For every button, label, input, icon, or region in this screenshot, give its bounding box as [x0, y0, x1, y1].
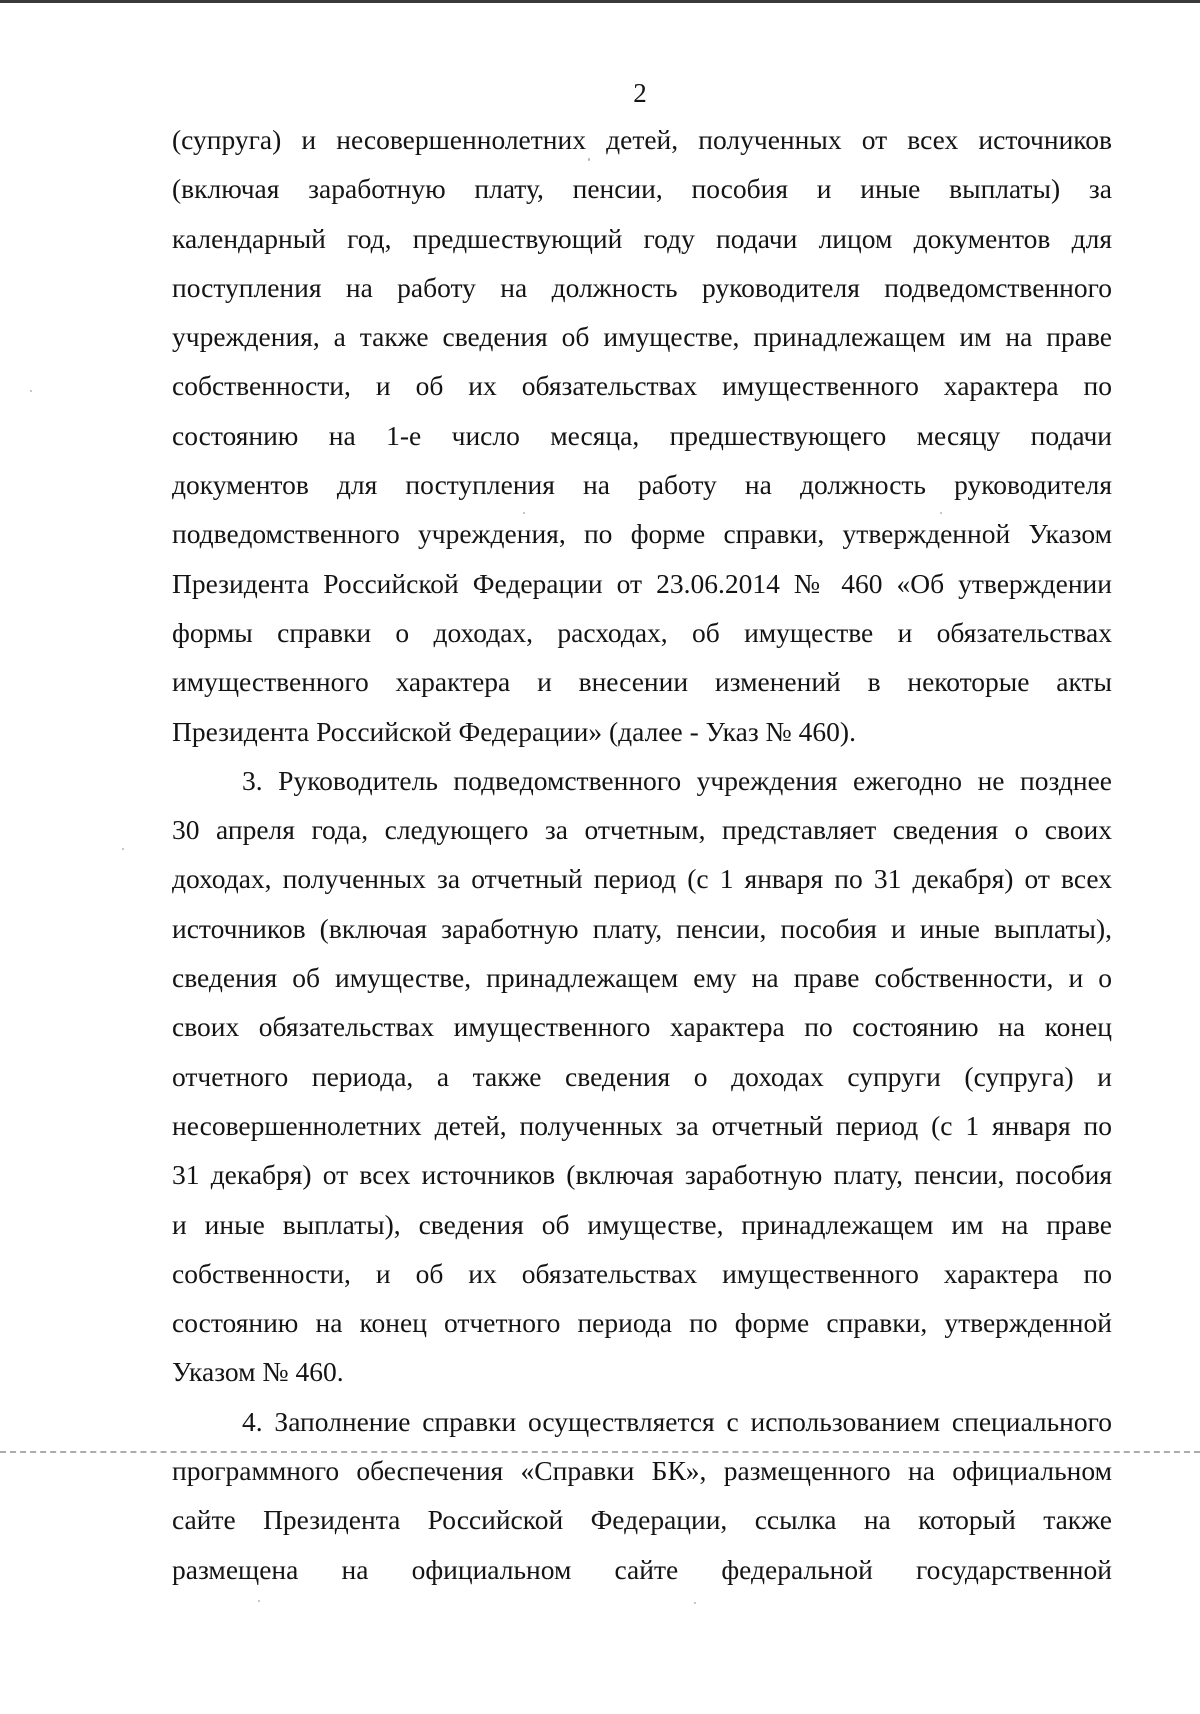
scan-speck — [523, 512, 525, 514]
text-line: имущественного характера и внесении изменений в некоторые акты — [172, 666, 1112, 698]
text-line: состоянию на конец отчетного периода по форме справки, утвержденной — [172, 1307, 1112, 1339]
text-line: доходах, полученных за отчетный период (с 1 января по 31 декабря) от всех — [172, 863, 1112, 895]
text-line: сведения об имуществе, принадлежащем ему на праве собственности, и о — [172, 962, 1112, 994]
text-line: отчетного периода, а также сведения о доходах супруги (супруга) и — [172, 1060, 1112, 1092]
text-line: (включая заработную плату, пенсии, пособия и иные выплаты) за — [172, 173, 1112, 205]
text-line: формы справки о доходах, расходах, об имуществе и обязательствах — [172, 616, 1112, 648]
text-line: 31 декабря) от всех источников (включая заработную плату, пенсии, пособия — [172, 1159, 1112, 1191]
text-line: (супруга) и несовершеннолетних детей, полученных от всех источников — [172, 124, 1112, 155]
text-line: 30 апреля года, следующего за отчетным, представляет сведения о своих — [172, 814, 1112, 846]
text-line: подведомственного учреждения, по форме справки, утвержденной Указом — [172, 518, 1112, 550]
text-line: собственности, и об их обязательствах имущественного характера по — [172, 1257, 1112, 1289]
text-line: размещена на официальном сайте федеральной государственной — [172, 1553, 1112, 1585]
text-line: 3. Руководитель подведомственного учреждения ежегодно не позднее — [242, 764, 1112, 796]
scan-speck — [30, 390, 32, 392]
document-body — [172, 115, 1112, 1594]
text-line: источников (включая заработную плату, пенсии, пособия и иные выплаты), — [172, 912, 1112, 944]
scan-speck — [940, 512, 942, 514]
text-line: документов для поступления на работу на должность руководителя — [172, 469, 1112, 501]
text-line: 4. Заполнение справки осуществляется с использованием специального — [242, 1405, 1112, 1437]
scan-speck — [122, 848, 124, 850]
text-line: Президента Российской Федерации от 23.06.2014 № 460 «Об утверждении — [172, 567, 1112, 599]
page-number: 2 — [633, 78, 647, 108]
scan-speck — [588, 158, 590, 161]
text-line: календарный год, предшествующий году подачи лицом документов для — [172, 222, 1112, 254]
text-line: программного обеспечения «Справки БК», размещенного на официальном — [172, 1455, 1112, 1487]
text-line: сайте Президента Российской Федерации, ссылка на который также — [172, 1504, 1112, 1536]
text-line: учреждения, а также сведения об имуществе, принадлежащем им на праве — [172, 321, 1112, 353]
text-line: несовершеннолетних детей, полученных за отчетный период (с 1 января по — [172, 1109, 1112, 1141]
text-line: поступления на работу на должность руководителя подведомственного — [172, 271, 1112, 303]
scan-speck — [258, 1600, 260, 1602]
text-line: Президента Российской Федерации» (далее - Указ № 460). — [172, 715, 856, 747]
text-line: своих обязательствах имущественного характера по состоянию на конец — [172, 1011, 1112, 1043]
text-line: собственности, и об их обязательствах имущественного характера по — [172, 370, 1112, 402]
text-line: и иные выплаты), сведения об имуществе, принадлежащем им на праве — [172, 1208, 1112, 1240]
text-line: состоянию на 1-е число месяца, предшествующего месяцу подачи — [172, 419, 1112, 451]
text-line: Указом № 460. — [172, 1356, 344, 1388]
paragraph-continuation — [172, 115, 1112, 756]
scan-artifact-line — [0, 1451, 1200, 1453]
paragraph-4 — [172, 1397, 1112, 1594]
paragraph-3 — [172, 756, 1112, 1397]
scan-speck — [694, 1602, 696, 1604]
scan-top-edge — [0, 0, 1200, 3]
